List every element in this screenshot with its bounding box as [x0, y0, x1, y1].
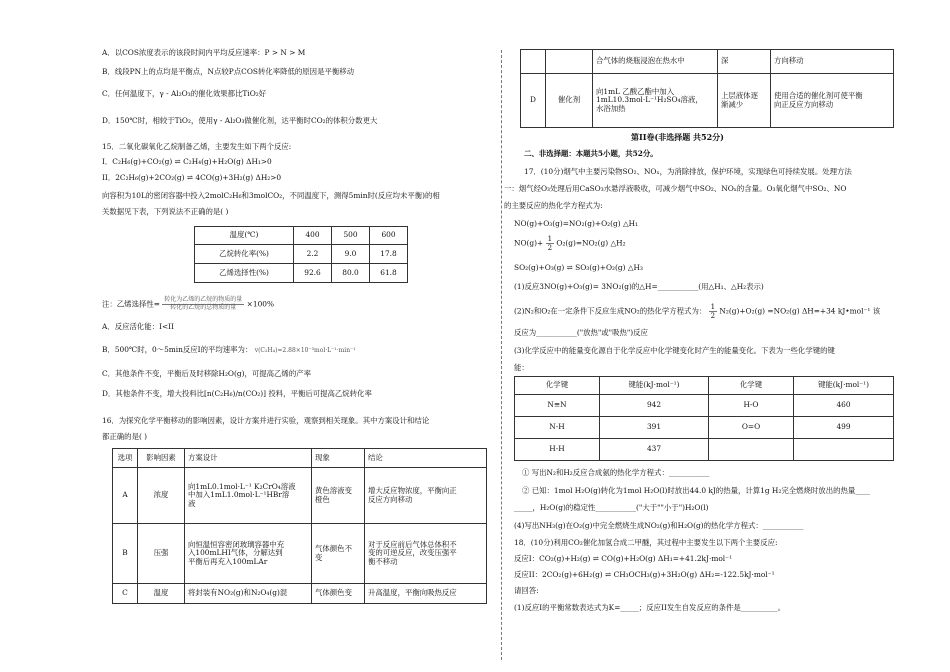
phenomenon-line: 气体颜色不: [315, 543, 352, 553]
design-line: 入100mLHI气体，分解达到: [188, 548, 283, 558]
bond-header: 化学键: [709, 377, 794, 395]
eq2-part-b: O₂(g)=NO₂(g) △H₂: [556, 238, 626, 248]
conclusion-line: 增大反应物浓度，平衡向正: [368, 485, 457, 495]
design-line: 向恒温恒容密闭玻璃容器中充: [188, 539, 285, 549]
q15-row2-val: 92.6: [294, 264, 332, 283]
q16-row-d-design: [593, 74, 718, 128]
table-row: [515, 439, 894, 461]
conclusion-line: 反应方向移动: [368, 494, 413, 504]
q15-option-d: [102, 390, 372, 399]
q16-row-c-phenomenon-cont: 深: [718, 50, 771, 74]
q17-stem: 17．(10分)烟气中主要污染物SO₂、NOₓ，为消除排放，保护环境，实现绿色可持续发展。处理方法: [524, 167, 852, 176]
eq2-part-a: NO(g)+: [514, 238, 544, 248]
q16-row-a-phenomenon: [312, 468, 365, 524]
q16-row-c-design-cont: 合气体的烧瓶浸泡在热水中: [593, 50, 718, 74]
phenomenon-line: 黄色溶液变: [315, 485, 352, 495]
note-suffix: ×100%: [246, 299, 274, 309]
q15-row2-val: 80.0: [332, 264, 370, 283]
q17-part-2-cont: 反应为___________("放热"或"吸热")反应: [514, 328, 648, 337]
bond-header: 键能(kJ·mol⁻¹): [600, 377, 709, 395]
q16-row-d-option: D: [521, 74, 546, 128]
q16-row-a-conclusion: [365, 468, 487, 524]
section-subtitle: 二、非选择题：本题共5小题，共52分。: [524, 149, 658, 158]
q18-reaction-1: 反应I：CO₂(g)+H₂(g) ⇌ CO(g)+H₂O(g) ΔH₁=+41.2kJ·mol⁻¹: [514, 554, 733, 563]
q18-reaction-2: 反应II：2CO₂(g)+6H₂(g) ⇌ CH₃OCH₃(g)+3H₂O(g) ΔH₂=-122.5kJ·mol⁻¹: [514, 570, 775, 579]
phenomenon-line: 渐减少: [721, 99, 744, 109]
conclusion-line: 衡不移动: [368, 556, 398, 566]
q15-stem-3: 关数据见下表，下列说法不正确的是( ): [102, 207, 229, 216]
note-denominator: 转化的乙烷的总物质的量: [170, 303, 237, 311]
q15-option-d-text-2: 投料，平衡后可提高乙烷转化率: [268, 389, 372, 398]
q17-part-2: [514, 303, 880, 320]
q16-row-c-design: 将封装有NO₂(g)和N₂O₄(g)混: [185, 584, 312, 604]
q14-option-b: B．线段PN上的点均是平衡点，N点较P点COS转化率降低的原因是平衡移动: [102, 67, 355, 76]
q18-ask: 请回答:: [514, 586, 539, 595]
eq2-denominator: 2: [547, 244, 553, 253]
q17-part-1: (1)反应3NO(g)+O₃(g)= 3NO₂(g)的△H=___________(用△H₁、△H₂表示): [514, 282, 764, 291]
q15-reaction-1: I．C₂H₆(g)+CO₂(g) ⇌ C₂H₄(g)+H₂O(g) ΔH₁>0: [102, 157, 272, 166]
q16-row-a-option: A: [113, 468, 138, 524]
q15-row1-val: 17.8: [370, 245, 408, 264]
phenomenon-line: 上层液体逐: [721, 90, 758, 100]
column-divider: [501, 50, 502, 660]
q14-option-a: A．以COS浓度表示的该段时间内平均反应速率：P > N > M: [102, 48, 306, 57]
q17-part-2-text: (2)N₂和O₂在一定条件下反应生成NO₂的热化学方程式为：: [514, 306, 707, 316]
q15-row1-val: 9.0: [332, 245, 370, 264]
q17-part-3-cont: 能：: [514, 363, 529, 372]
q15-option-b-text: B．500℃时，0～5min反应I的平均速率为：: [102, 345, 253, 354]
q15-option-b: [102, 346, 356, 355]
q16-header: 选项: [113, 449, 138, 468]
q16-row-d: [521, 74, 894, 128]
eq2-numerator: 1: [547, 235, 553, 243]
q15-data-table: [194, 226, 408, 283]
bond-cell: 460: [794, 395, 894, 417]
conclusion-line: 向正反应方向移动: [774, 99, 834, 109]
p2-fraction: [709, 303, 717, 320]
q16-row-b-option: B: [113, 524, 138, 584]
empty-cell: [521, 50, 546, 74]
q16-row-b-design: [185, 524, 312, 584]
q15-reaction-2: II．2C₂H₆(g)+2CO₂(g) ⇌ 4CO(g)+3H₂(g) ΔH₂>0: [102, 173, 282, 182]
q15-header-temp: 温度(℃): [195, 227, 294, 245]
q17-equation-2: [514, 235, 626, 252]
q16-row-d-conclusion: [771, 74, 894, 128]
q17-part-3: (3)化学反应中的能量变化源自于化学反应中化学键变化时产生的能量变化。下表为一些化学键的键: [514, 346, 835, 355]
q16-row-d-phenomenon: [718, 74, 771, 128]
q17-stem-3: 的主要反应的热化学方程式为:: [504, 201, 603, 210]
bond-energy-table: [514, 376, 894, 461]
design-line: 向1mL 乙酸乙酯中加入: [596, 86, 675, 96]
q14-option-d: D．150℃时，相较于TiO₂，使用γ - Al₂O₃做催化剂，达平衡时CO₂的体积分数更大: [102, 116, 378, 125]
phenomenon-line: 橙色: [315, 494, 330, 504]
q16-row-c-phenomenon: 气体颜色变: [312, 584, 365, 604]
q15-selectivity-note: [102, 297, 274, 312]
table-row: [515, 417, 894, 439]
q15-option-b-rate: v(C₂H₄)=2.88×10⁻³mol·L⁻¹·min⁻¹: [254, 347, 356, 354]
bond-header: 键能(kJ·mol⁻¹): [794, 377, 894, 395]
bond-cell: [794, 439, 894, 461]
eq2-fraction: [546, 235, 554, 252]
q18-stem: 18．(10分)利用CO₂催化加氢合成二甲醚，其过程中主要发生以下两个主要反应:: [514, 538, 778, 547]
bond-cell: 499: [794, 417, 894, 439]
section-title: 第II卷(非选择题 共52分): [631, 132, 724, 142]
q15-row1-label: 乙烷转化率(%): [195, 245, 294, 264]
q15-row1-val: 2.2: [294, 245, 332, 264]
q16-stem-2: 都正确的是( ): [102, 432, 148, 441]
p2-numerator: 1: [710, 303, 716, 311]
q15-header-600: 600: [370, 227, 408, 245]
q16-row-b-factor: 压强: [138, 524, 185, 584]
q16-table-continued: [520, 49, 894, 128]
bond-cell: 437: [600, 439, 709, 461]
q15-row2-val: 61.8: [370, 264, 408, 283]
bond-cell: 942: [600, 395, 709, 417]
p2-denominator: 2: [710, 312, 716, 321]
design-line: 中加入1mL1.0mol·L⁻¹HBr溶: [188, 490, 290, 500]
q16-header: 现象: [312, 449, 365, 468]
q16-row-c-conclusion: 升高温度，平衡向吸热反应: [365, 584, 487, 604]
table-row: [515, 395, 894, 417]
q16-header: 方案设计: [185, 449, 312, 468]
note-prefix: 注：乙烯选择性=: [102, 299, 160, 309]
empty-cell: [546, 50, 593, 74]
bond-cell: [709, 439, 794, 461]
q15-option-a: A．反应活化能：I<II: [102, 322, 175, 331]
design-line: 1mL10.3mol·L⁻¹H₂SO₄溶液，: [596, 95, 703, 105]
bond-cell: H-O: [709, 395, 794, 417]
design-line: 向1mL0.1mol·L⁻¹ K₂CrO₄溶液: [188, 481, 296, 491]
conclusion-line: 使用合适的催化剂可使平衡: [774, 90, 863, 100]
note-fraction: [162, 297, 244, 312]
q16-row-c-continued: [521, 50, 894, 74]
q16-row-b-conclusion: [365, 524, 487, 584]
design-line: 液: [188, 498, 196, 508]
q17-equation-3: SO₂(g)+O₃(g) ⇌ SO₃(g)+O₂(g) △H₃: [514, 263, 643, 272]
q17-equation-1: NO(g)+O₃(g)=NO₂(g)+O₂(g) △H₁: [514, 219, 639, 228]
q16-row-b-phenomenon: [312, 524, 365, 584]
q16-row-a-factor: 浓度: [138, 468, 185, 524]
q16-table: [112, 448, 487, 604]
note-numerator: 转化为乙烯的乙烷的物质的量: [164, 296, 243, 303]
q17-part-4: (4)写出NH₃(g)在O₂(g)中完全燃烧生成NO₂(g)和H₂O(g)的热化学方程式：___________: [514, 521, 804, 530]
q15-stem: 15．二氧化碳氧化乙烷制备乙烯，主要发生如下两个反应:: [102, 142, 292, 151]
q16-row-c: [113, 584, 487, 604]
q14-option-c: C．任何温度下，γ - Al₂O₃的催化效果都比TiO₂好: [102, 89, 267, 98]
q16-stem: 16．为探究化学平衡移动的影响因素，设计方案并进行实验，观察到相关现象。其中方案设计和结论: [102, 416, 430, 425]
q17-sub-1: ① 写出N₂和H₂反应合成氨的热化学方程式：___________: [522, 468, 710, 477]
q15-stem-2: 向容积为10L的密闭容器中投入2molC₂H₆和3molCO₂，不同温度下，测得5min时(反应均未平衡)的相: [102, 191, 440, 200]
q16-row-a: [113, 468, 487, 524]
q16-row-c-option: C: [113, 584, 138, 604]
q15-header-400: 400: [294, 227, 332, 245]
q16-row-a-design: [185, 468, 312, 524]
q16-row-b: [113, 524, 487, 584]
design-line: 水浴加热: [596, 103, 626, 113]
bond-cell: N-H: [515, 417, 600, 439]
q16-row-d-factor: 催化剂: [546, 74, 593, 128]
q16-row-c-factor: 温度: [138, 584, 185, 604]
q15-header-500: 500: [332, 227, 370, 245]
design-line: 平衡后再充入100mLAr: [188, 556, 268, 566]
q16-row-c-conclusion-cont: 方向移动: [771, 50, 894, 74]
bond-cell: N≡N: [515, 395, 600, 417]
bond-cell: O=O: [709, 417, 794, 439]
conclusion-line: 变的可逆反应，改变压强平: [368, 548, 457, 558]
q17-stem-2: 一：烟气经O₃处理后用CaSO₃水悬浮液吸收，可减少烟气中SO₂、NOₓ的含量。O₃氧化烟气中SO₂、NO: [504, 184, 847, 193]
q16-header: 影响因素: [138, 449, 185, 468]
bond-cell: H-H: [515, 439, 600, 461]
q17-sub-2-cont: _____，H₂O(g)的稳定性___________("大于""小于")H₂O(l): [514, 503, 709, 512]
phenomenon-line: 变: [315, 552, 323, 562]
q15-option-d-text: D．其他条件不变，增大投料比[n(C₂H₆)/n(CO₂)]: [102, 389, 267, 398]
q15-row2-label: 乙烯选择性(%): [195, 264, 294, 283]
q17-part-2-eq: N₂(g)+O₂(g) =NO₂(g) ΔH=+34 kJ•mol⁻¹ 该: [719, 306, 881, 316]
q16-header: 结论: [365, 449, 487, 468]
q17-sub-2: ② 已知：1mol H₂O(g)转化为1mol H₂O(l)时放出44.0 kJ的热量，计算1g H₂完全燃烧时放出的热量____: [522, 486, 871, 495]
conclusion-line: 对于反应前后气体总体积不: [368, 539, 457, 549]
q15-option-c: C．其他条件不变，平衡后及时移除H₂O(g)，可提高乙烯的产率: [102, 369, 311, 378]
bond-header: 化学键: [515, 377, 600, 395]
bond-cell: 391: [600, 417, 709, 439]
q18-part-1: (1)反应I的平衡常数表达式为K=_____；反应II发生自发反应的条件是__________。: [514, 603, 786, 612]
